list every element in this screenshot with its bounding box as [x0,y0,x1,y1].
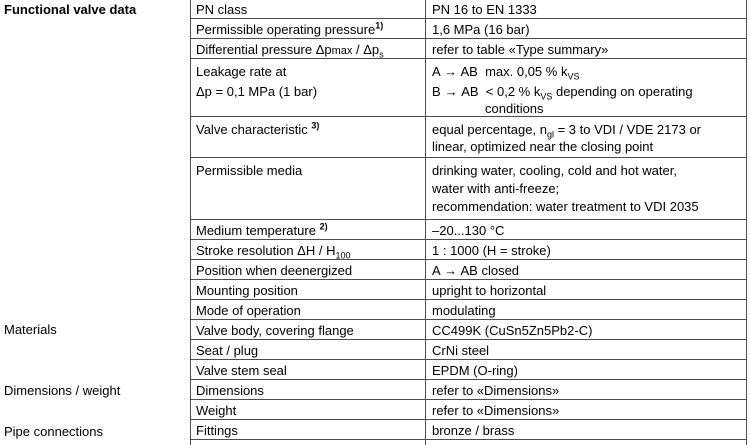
leakage-b-line2: conditions [485,101,544,116]
category-materials: Materials [4,322,57,337]
arrow-right-icon: → [444,263,458,278]
row-divider [190,399,746,400]
param-fittings: Fittings [196,423,238,438]
row-divider [190,339,746,340]
row-divider [190,279,746,280]
value-differential-pressure: refer to table «Type summary» [432,42,609,57]
value-operating-pressure: 1,6 MPa (16 bar) [432,22,530,37]
value-mounting-position: upright to horizontal [432,283,547,298]
row-divider [190,219,746,220]
row-divider [190,359,746,360]
port-a: A [432,64,440,79]
leakage-b-value: < 0,2 % k [485,84,541,99]
param-differential-pressure-label: Differential pressure Δp [196,42,332,57]
param-valve-characteristic-label: Valve characteristic [196,122,308,137]
arrow-right-icon: → [444,64,458,79]
category-pipe-connections: Pipe connections [4,424,104,439]
leakage-a-value: max. 0,05 % k [485,64,568,79]
value-fittings: bronze / brass [432,423,515,438]
subscript-max: max [331,45,353,57]
port-ab: AB [461,84,479,99]
subscript-vs: VS [567,71,580,82]
param-stroke-resolution-label: Stroke resolution ΔH / H [196,243,336,258]
subscript-100: 100 [335,250,351,261]
value-medium-temperature: –20...130 °C [432,223,505,238]
value-valve-body: CC499K (CuSn5Zn5Pb2-C) [432,323,593,338]
footnote-marker: 3) [311,120,320,131]
arrow-right-icon: → [444,84,458,99]
position-closed: AB closed [460,263,520,278]
value-seat-plug: CrNi steel [432,343,490,358]
row-divider [190,18,746,19]
param-leakage-line2: Δp = 0,1 MPa (1 bar) [196,84,318,99]
category-functional-valve-data: Functional valve data [4,2,137,17]
value-dimensions: refer to «Dimensions» [432,383,560,398]
param-mode-of-operation: Mode of operation [196,303,301,318]
param-stroke-resolution [196,242,422,259]
media-line2: water with anti-freeze; [432,181,560,196]
row-divider [190,38,746,39]
port-ab: AB [460,64,478,79]
value-valve-stem-seal: EPDM (O-ring) [432,363,518,378]
characteristic-line1-b: = 3 to VDI / VDE 2173 or [553,122,702,137]
value-permissible-media [432,162,747,215]
leakage-a-ab [432,63,747,80]
characteristic-line1 [432,121,747,138]
row-divider [190,419,746,420]
param-leakage-line1: Leakage rate at [196,64,287,79]
row-divider [190,157,746,158]
param-valve-stem-seal: Valve stem seal [196,363,287,378]
param-operating-pressure [196,21,422,38]
footnote-marker: 1) [375,20,384,31]
value-position-deenergized [432,262,747,279]
param-pn-class: PN class [196,2,248,17]
param-differential-pressure [196,41,422,60]
subscript-s: s [379,49,384,60]
param-leakage-rate [196,63,422,100]
param-valve-body: Valve body, covering flange [196,323,354,338]
row-divider [190,239,746,240]
characteristic-line2: linear, optimized near the closing point [432,139,654,154]
param-position-deenergized: Position when deenergized [196,263,353,278]
port-a: A [432,263,440,278]
row-divider [190,259,746,260]
leakage-b-ab [432,83,747,100]
value-stroke-resolution: 1 : 1000 (H = stroke) [432,243,551,258]
media-line1: drinking water, cooling, cold and hot water, [432,163,677,178]
param-valve-characteristic [196,121,422,138]
value-leakage-rate [432,63,747,117]
row-divider [190,319,746,320]
footnote-marker: 2) [319,221,328,232]
param-dimensions: Dimensions [196,383,264,398]
row-divider [190,299,746,300]
value-mode-of-operation: modulating [432,303,496,318]
media-line3: recommendation: water treatment to VDI 2035 [432,199,699,214]
param-permissible-media: Permissible media [196,163,303,178]
subscript-vs: VS [540,91,553,102]
param-operating-pressure-label: Permissible operating pressure [196,22,376,37]
characteristic-line1-a: equal percentage, n [432,122,547,137]
param-weight: Weight [196,403,237,418]
row-divider [190,439,746,440]
param-mounting-position: Mounting position [196,283,298,298]
row-divider [190,379,746,380]
port-b: B [432,84,441,99]
param-seat-plug: Seat / plug [196,343,259,358]
param-differential-pressure-label-b: / Δp [352,42,380,57]
param-medium-temperature [196,222,422,239]
param-medium-temperature-label: Medium temperature [196,223,316,238]
leakage-b-tail: depending on operating [552,84,693,99]
category-dimensions-weight: Dimensions / weight [4,383,121,398]
subscript-gl: gl [546,129,554,140]
value-valve-characteristic [432,121,747,155]
value-weight: refer to «Dimensions» [432,403,560,418]
value-pn-class: PN 16 to EN 1333 [432,2,537,17]
